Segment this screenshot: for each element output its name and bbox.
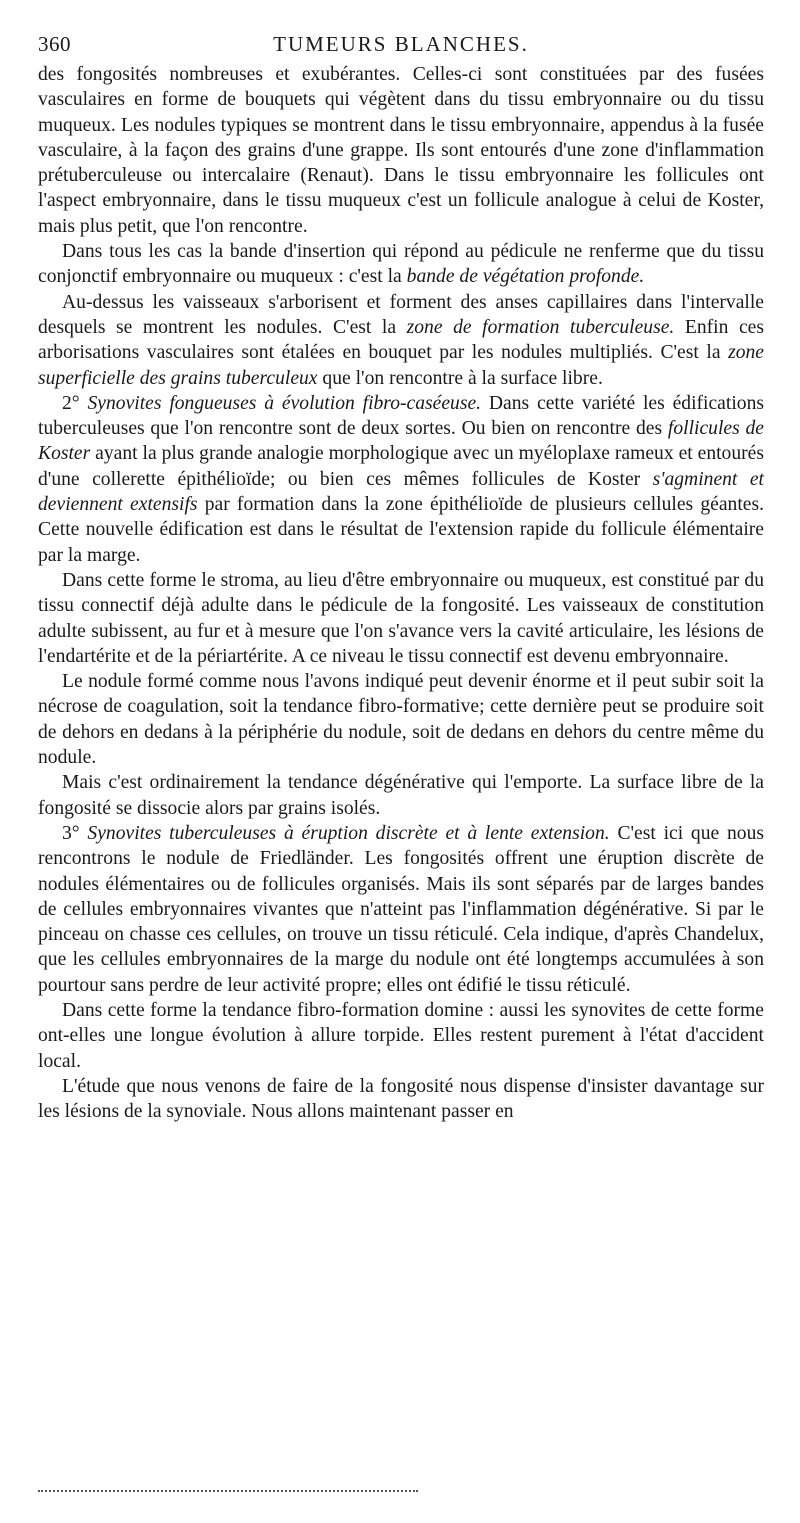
paragraph-text: ayant la plus grande analogie morphologique avec un myéloplaxe rameux et entourés d'une collerette épithélioïde; ou bien ces mêmes follicules de Koster xyxy=(38,443,764,490)
italic-text: bande de végétation profonde. xyxy=(406,266,645,288)
italic-text: Synovites fongueuses à évolution fibro-caséeuse. xyxy=(87,392,482,414)
paragraph xyxy=(38,239,764,290)
paragraph-text: Dans tous les cas la bande d'insertion qui répond au pédicule ne renferme que du tissu conjonctif embryonnaire ou muqueux : c'est la xyxy=(38,241,764,288)
paragraph xyxy=(38,568,764,669)
paragraph-text: 2° xyxy=(62,392,88,414)
paragraph-text: que l'on rencontre à la surface libre. xyxy=(317,367,603,389)
footer-rule xyxy=(38,1490,418,1492)
page xyxy=(38,28,764,1124)
paragraph-text: L'étude que nous venons de faire de la fongosité nous dispense d'insister davantage sur les lésions de la synoviale. Nous allons maintenant passer en xyxy=(38,1075,764,1123)
paragraph-text: Au-dessus les vaisseaux s'arborisent et forment des anses capillaires dans l'intervalle desquels se montrent les nodules. C'est la xyxy=(38,291,764,338)
paragraph-text: Dans cette variété les édifications tuberculeuses que l'on rencontre sont de deux sortes. Ou bien on rencontre des xyxy=(38,392,764,440)
paragraph xyxy=(38,391,764,568)
italic-text: zone de formation tuberculeuse. xyxy=(406,316,675,338)
paragraph xyxy=(38,669,764,770)
paragraph-text: Enfin ces arborisations vasculaires sont étalées en bouquet par les nodules multipliés. C'est la xyxy=(38,316,764,364)
paragraph xyxy=(38,1074,764,1125)
italic-text: zone superficielle des grains tuberculeux xyxy=(38,342,764,389)
running-title: TUMEURS BLANCHES. xyxy=(273,32,529,56)
paragraph-text: par formation dans la zone épithélioïde de plusieurs cellules géantes. Cette nouvelle édification est dans le résultat de l'extension rapide du follicule élémentaire par la marge. xyxy=(38,494,765,566)
paragraph xyxy=(38,770,764,821)
page-number: 360 xyxy=(38,32,71,56)
paragraph-text: Mais c'est ordinairement la tendance dégénérative qui l'emporte. La surface libre de la fongosité se dissocie alors par grains isolés. xyxy=(38,772,764,819)
paragraph-text: Dans cette forme la tendance fibro-formation domine : aussi les synovites de cette forme ont-elles une longue évolution à allure torpide. Elles restent purement à l'état d'accident local. xyxy=(38,999,764,1072)
paragraph xyxy=(38,821,764,998)
italic-text: follicules de Koster xyxy=(38,418,764,465)
paragraph-text: Dans cette forme le stroma, au lieu d'être embryonnaire ou muqueux, est constitué par du tissu connectif déjà adulte dans le pédicule de la fongosité. Les vaisseaux de constitution adulte subissent, au fur et à mesure que l'on s'avance vers la cavité articulaire, les lésions de l'endartérite et de la périartérite. A ce niveau le tissu connectif est devenu embryonnaire. xyxy=(38,569,764,667)
paragraph xyxy=(38,62,764,239)
italic-text: s'agminent et deviennent extensifs xyxy=(38,468,764,516)
body-text xyxy=(38,62,764,1124)
paragraph xyxy=(38,998,764,1074)
paragraph-text: 3° xyxy=(62,822,88,844)
italic-text: Synovites tuberculeuses à éruption discrète et à lente extension. xyxy=(87,822,610,844)
paragraph-text: des fongosités nombreuses et exubérantes. Celles-ci sont constituées par des fusées vasculaires en forme de bouquets qui végètent dans du tissu embryonnaire ou du tissu muqueux. Les nodules typiques se montrent dans le tissu embryonnaire, appendus à la fusée vasculaire, à la façon des grains d'une grappe. Ils sont entourés d'une zone d'inflammation prétuberculeuse ou intercalaire (Renaut). Dans le tissu embryonnaire les follicules ont l'aspect embryonnaire, dans le tissu muqueux c'est un follicule analogue à celui de Koster, mais plus petit, que l'on rencontre. xyxy=(38,64,764,237)
paragraph xyxy=(38,290,764,391)
page-header xyxy=(38,28,764,62)
paragraph-text: C'est ici que nous rencontrons le nodule de Friedländer. Les fongosités offrent une éruption discrète de nodules élémentaires ou de follicules organisés. Mais ils sont séparés par de larges bandes de cellules embryonnaires vivantes que n'atteint pas l'inflammation dégénérative. Si par le pinceau on chasse ces cellules, on trouve un tissu réticulé. Cela indique, d'après Chandelux, que les cellules embryonnaires de la marge du nodule ont été longtemps accumulées à son pourtour sans perdre de leur activité propre; elles ont édifié le tissu réticulé. xyxy=(38,822,764,996)
paragraph-text: Le nodule formé comme nous l'avons indiqué peut devenir énorme et il peut subir soit la nécrose de coagulation, soit la tendance fibro-formative; cette dernière peut se produire soit de dehors en dedans à la périphérie du nodule, soit de dedans en dehors du centre même du nodule. xyxy=(38,671,764,769)
